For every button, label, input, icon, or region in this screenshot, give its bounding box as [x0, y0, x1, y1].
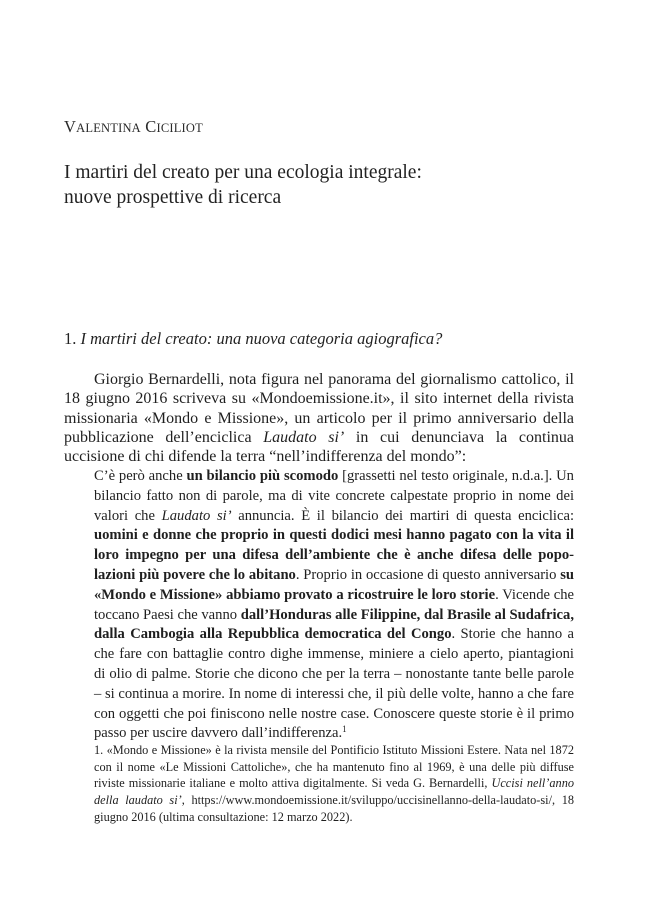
section-number: 1. — [64, 329, 77, 348]
chapter-title-line-2: nuove prospettive di ricerca — [64, 187, 282, 208]
block-quote: C’è però anche un bilancio più scomodo [grassetti nel testo originale, n.d.a.]. Un bilancio fatto non di parole, ma di vite concrete calpestate proprio in nome dei valori che Laudato si’ annuncia. È il bilancio dei martiri di questa enciclica: uomini e donne che proprio in questi dodici mesi hanno pagato con la vita il loro impegno per una difesa dell’ambiente che è anche difesa delle popolazioni più povere che lo abitano. Proprio in occasione di questo anniversario su «Mondo e Missione» abbiamo provato a ricostruire le loro storie. Vicende che toccano Paesi che vanno dall’Honduras alle Filippine, dal Brasile al Sudafrica, dalla Cambogia alla Repubblica democratica del Congo. Storie che hanno a che fare con battaglie contro dighe immense, miniere a cielo aperto, piantagioni di olio di palme. Storie che dicono che per la terra – nonostante tante belle parole – si continua a morire. In nome di interessi che, il più delle volte, hanno a che fare con oggetti che poi finiscono nelle nostre case. Conoscere queste storie è il primo passo per uscire davvero dall’indifferenza.$^1$ — [94, 468, 575, 742]
section-heading — [64, 329, 442, 349]
section-title: I martiri del creato: una nuova categoria agiografica? — [80, 329, 443, 348]
author-name: VALENTINA CICILIOT — [64, 117, 203, 136]
body-paragraph: Giorgio Bernardelli, nota figura nel panorama del giornalismo cattolico, il 18 giugno 2016 scriveva su «Mondoemissione.it», il sito internet della rivista missionaria «Mondo e Missione», un articolo per il primo anniversario della pubblicazione dell’enciclica Laudato si’ in cui denunciava la continua uccisione di chi difende la terra “nell’indifferenza del mondo”: — [64, 371, 575, 466]
chapter-title-line-1: I martiri del creato per una ecologia integrale: — [64, 162, 422, 183]
chapter-title — [64, 160, 422, 210]
footnote-ref: 1 — [342, 724, 347, 735]
footnote: 1. «Mondo e Missione» è la rivista mensile del Pontificio Istituto Missioni Estere. Nata nel 1872 con il nome «Le Missioni Cattoliche», che ha mantenuto fino al 1969, è una delle più diffuse riviste missionarie italiane e molto attiva digitalmente. Si veda G. Bernardelli, Uccisi nell’anno della laudato si’, https://www.mondoemissione.it/sviluppo/uccisinellanno-della-laudato-si/, 18 giugno 2016 (ultima consultazione: 12 marzo 2022). — [94, 743, 574, 824]
